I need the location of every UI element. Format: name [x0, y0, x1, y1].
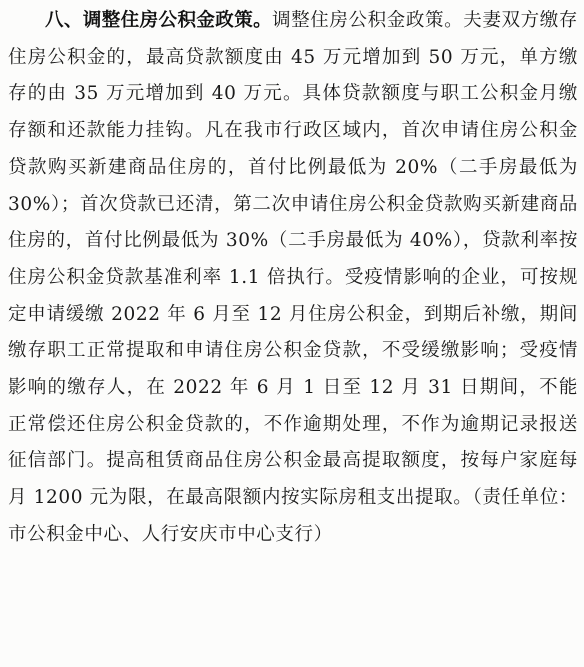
section-body: 调整住房公积金政策。夫妻双方缴存住房公积金的，最高贷款额度由 45 万元增加到 50 万元，单方缴存的由 35 万元增加到 40 万元。具体贷款额度与职工公积金月缴存额和还款能力挂钩。凡在我市行政区域内，首次申请住房公积金贷款购买新建商品住房的，首付比例最低为 20%（二手房最低为 30%）；首次贷款已还清，第二次申请住房公积金贷款购买新建商品住房的，首付比例最低为 30%（二手房最低为 40%），贷款利率按住房公积金贷款基准利率 1.1 倍执行。受疫情影响的企业，可按规定申请缓缴 2022 年 6 月至 12 月住房公积金，到期后补缴，期间缴存职工正常提取和申请住房公积金贷款，不受缓缴影响；受疫情影响的缴存人，在 2022 年 6 月 1 日至 12 月 31 日期间，不能正常偿还住房公积金贷款的，不作逾期处理，不作为逾期记录报送征信部门。提高租赁商品住房公积金最高提取额度，按每户家庭每月 1200 元为限，在最高限额内按实际房租支出提取。（责任单位：市公积金中心、人行安庆市中心支行）: [8, 10, 578, 545]
policy-paragraph: [8, 3, 578, 554]
section-heading: 八、调整住房公积金政策。: [45, 10, 273, 31]
